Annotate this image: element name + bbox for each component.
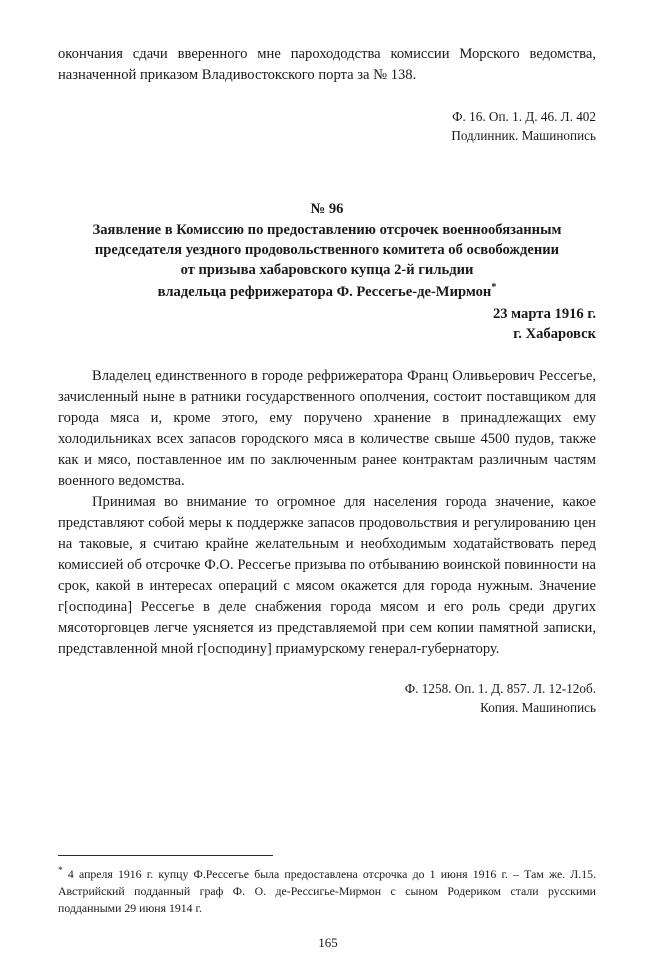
document-place: г. Хабаровск [513, 325, 596, 342]
document-date: 23 марта 1916 г. [492, 305, 596, 322]
spacer [58, 86, 596, 108]
spacer [58, 660, 596, 680]
title-line-1: Заявление в Комиссию по предоставлению отсрочек военнообязанным [92, 222, 562, 239]
top-archive-reference-line-1: Ф. 16. Оп. 1. Д. 46. Л. 402 [452, 109, 596, 124]
footnote-divider [58, 855, 273, 856]
title-line-2: председателя уездного продовольственного комитета об освобождении [94, 242, 560, 259]
body-paragraph-2: Принимая во внимание то огромное для населения города значение, какое представляют собой меры к поддержке запасов продовольствия и регулированию цен на таковые, я считаю крайне желательным и необходимым ходатайствовать перед комиссией об отсрочке Ф.О. Рессегье призыва по отбыванию воинской повинности на срок, какой в интересах операций с мясом окажется для города нужным. Значение г[осподина] Рессегье в деле снабжения города мясом и его роль среди других мясоторговцев легче уясняется из представляемой при сем копии памятной записки, представленной мной г[осподину] приамурскому генерал-губернатору. [58, 494, 596, 658]
scan-showthrough [150, 740, 480, 810]
title-line-3: от призыва хабаровского купца 2-й гильдии [180, 262, 474, 279]
bottom-archive-reference-line-2: Копия. Машинопись [480, 700, 596, 716]
document-title [58, 221, 596, 302]
body-paragraph-1: Владелец единственного в городе рефрижератора Франц Оливьерович Рессегье, зачисленный ныне в ратники государственного ополчения, состоит поставщиком для города мяса и, кроме этого, ему поручено хранение в принадлежащих ему холодильниках всех запасов городского мяса в количестве свыше 4500 пудов, также как и мясо, поставленное им по заключенным ранее контрактам различным частям военного ведомства. [58, 368, 596, 490]
entry-number: № 96 [310, 201, 344, 218]
footnote-text: 4 апреля 1916 г. купцу Ф.Рессегье была предоставлена отсрочка до 1 июня 1916 г. – Там же. Л.15. Австрийский подданный граф Ф. О. де-Рессигье-Мирмон с сыном Родериком стали русскими подданными 29 июня 1914 г. [58, 867, 596, 916]
spacer [58, 145, 596, 201]
footnote [58, 865, 596, 917]
footnote-area [58, 855, 596, 917]
title-line-4-text: владельца рефрижератора Ф. Рессегье-де-Мирмон [157, 283, 492, 300]
footnote-mark: * [58, 866, 63, 877]
top-paragraph: окончания сдачи вверенного мне парохододства комиссии Морского ведомства, назначенной приказом Владивостокского порта за № 138. [58, 46, 596, 83]
bottom-archive-reference-line-1: Ф. 1258. Оп. 1. Д. 857. Л. 12-12об. [404, 681, 596, 697]
page-number: 165 [318, 935, 338, 950]
footnote-reference-mark: * [491, 282, 497, 293]
title-line-4 [58, 281, 596, 303]
top-archive-reference-line-2: Подлинник. Машинопись [451, 127, 596, 143]
spacer [58, 344, 596, 366]
